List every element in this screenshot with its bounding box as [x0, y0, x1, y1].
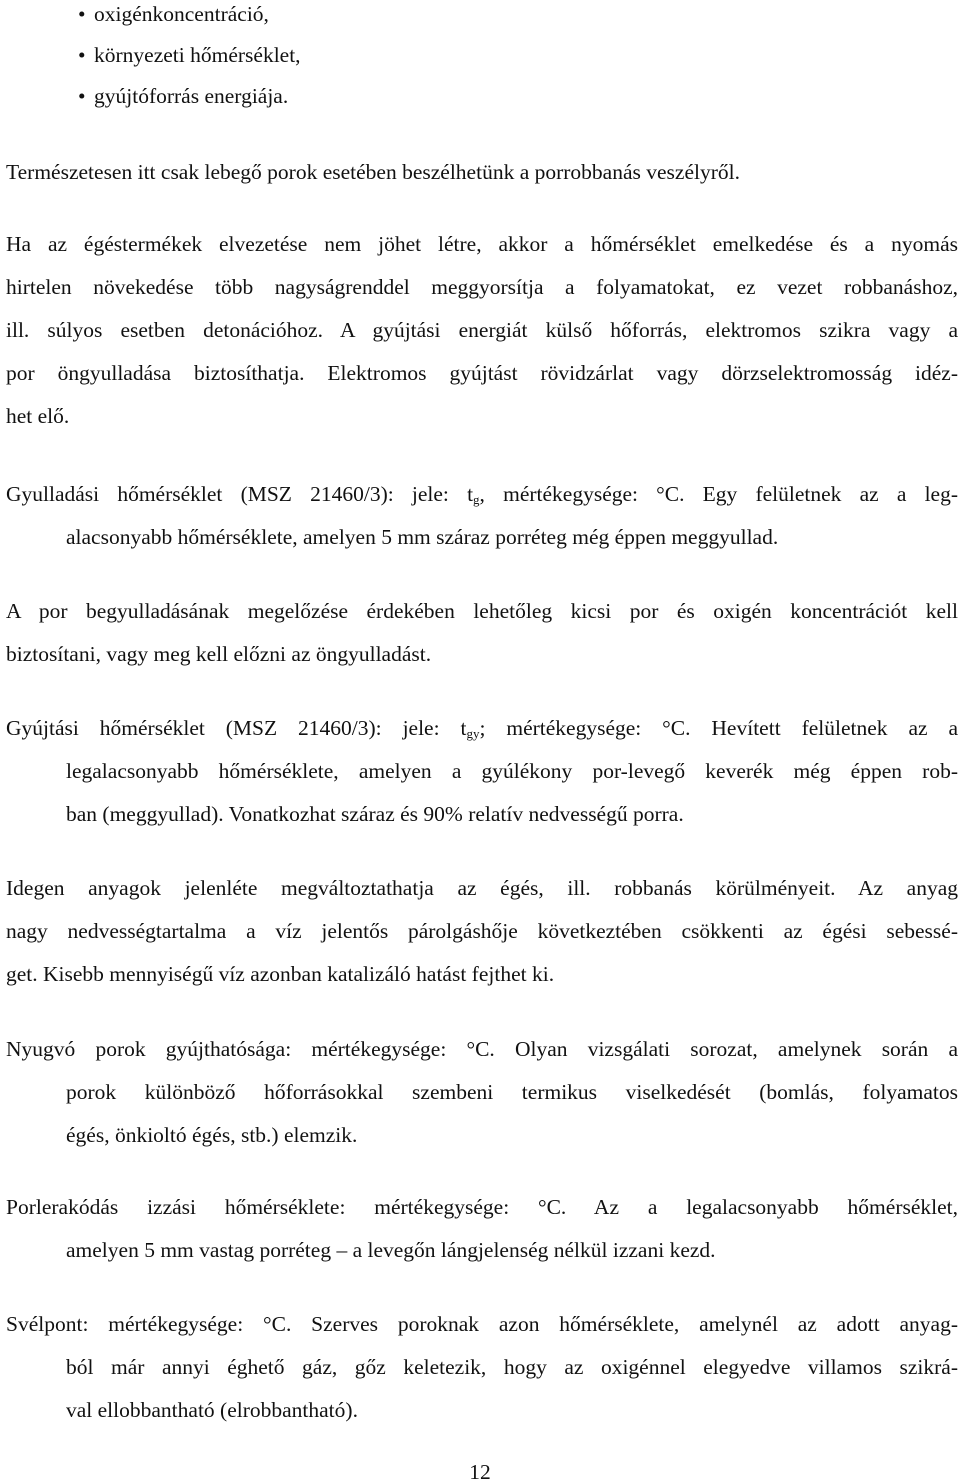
paragraph-prevention: A por begyulladásának megelőzése érdekében lehetőleg kicsi por és oxigén koncentrációt kell biztosítani, vagy meg kell előzni az öngyulladást.: [6, 599, 958, 666]
paragraph-intro: Természetesen itt csak lebegő porok esetében beszélhetünk a porrobbanás veszélyről.: [6, 160, 740, 184]
paragraph-combustion-products: Ha az égéstermékek elvezetése nem jöhet létre, akkor a hőmérséklet emelkedése és a nyomás hirtelen növekedése több nagyságrenddel meggyorsítja a folyamatokat, ez vezet robbanáshoz, ill. súlyos esetben detonációhoz. A gyújtási energiát külső hőforrás, elektromos szikra vagy a por öngyulladása biztosíthatja. Elektromos gyújtást rövidzárlat vagy dörzselektromosság idéz- het elő.: [6, 232, 958, 428]
paragraph-autoignition-temperature: Gyújtási hőmérséklet (MSZ 21460/3): jele: $t_{gy}$; mértékegysége: °C. Hevített felületnek az a legalacsonyabb hőmérséklete, amelyen a gyúlékony por-levegő keverék még éppen rob- ban (meggyullad). Vonatkozhat száraz és 90% relatív nedvességű porra.: [6, 716, 958, 826]
paragraph-dust-layer-glow: Porlerakódás izzási hőmérséklete: mértékegysége: °C. Az a legalacsonyabb hőmérséklet, amelyen 5 mm vastag porréteg – a levegőn lángjelenség nélkül izzani kezd.: [6, 1195, 958, 1262]
list-item: • környezeti hőmérséklet,: [78, 43, 301, 67]
bullet-list: [60, 0, 301, 123]
bullet-icon: •: [78, 2, 86, 26]
paragraph-foreign-materials: Idegen anyagok jelenléte megváltoztathatja az égés, ill. robbanás körülményeit. Az anyag nagy nedvességtartalma a víz jelentős párolgáshője következtében csökkenti az égési sebessé- get. Kisebb mennyiségű víz azonban katalizáló hatást fejthet ki.: [6, 876, 958, 986]
paragraph-ignition-temperature: Gyulladási hőmérséklet (MSZ 21460/3): jele: $t_g$, mértékegysége: °C. Egy felületnek az a leg- alacsonyabb hőmérséklete, amelyen 5 mm száraz porréteg még éppen meggyullad.: [6, 482, 958, 549]
paragraph-resting-dust: Nyugvó porok gyújthatósága: mértékegysége: °C. Olyan vizsgálati sorozat, amelynek során a porok különböző hőforrásokkal szembeni termikus viselkedését (bomlás, folyamatos égés, önkioltó égés, stb.) elemzik.: [6, 1037, 958, 1147]
bullet-icon: •: [78, 43, 86, 67]
bullet-icon: •: [78, 84, 86, 108]
list-item: • gyújtóforrás energiája.: [78, 84, 289, 108]
paragraph-smoulder-point: Svélpont: mértékegysége: °C. Szerves poroknak azon hőmérséklete, amelynél az adott anyag- ból már annyi éghető gáz, gőz keletezik, hogy az oxigénnel elegyedve villamos szikrá- val ellobbantható (elrobbantható).: [6, 1312, 958, 1422]
list-item: • oxigénkoncentráció,: [78, 2, 269, 26]
page-number: 12: [469, 1460, 491, 1484]
